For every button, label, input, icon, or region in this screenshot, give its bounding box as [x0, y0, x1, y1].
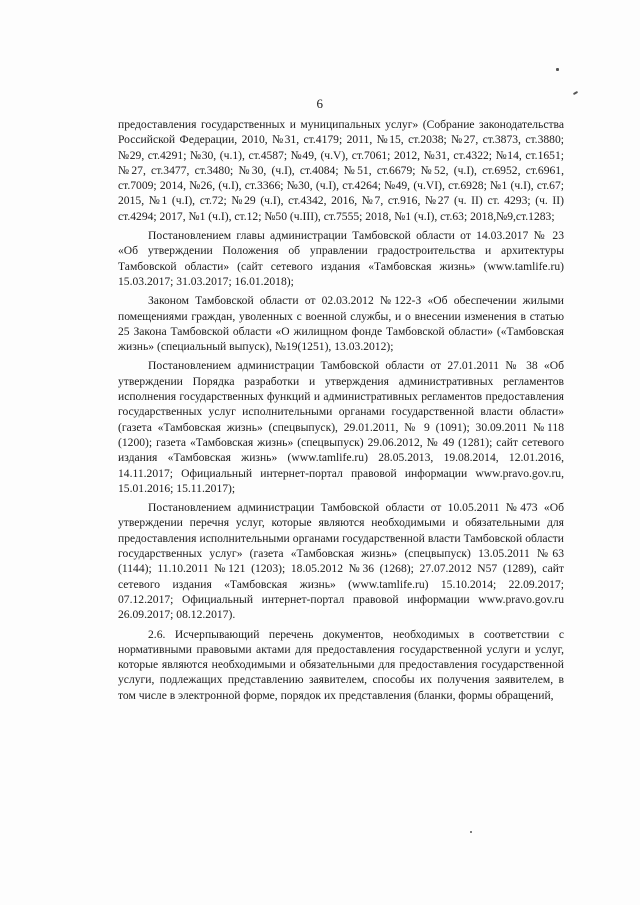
scan-speck-bottom	[470, 831, 472, 833]
paragraph-administration-resolution-473: Постановлением администрации Тамбовской области от 10.05.2011 №473 «Об утверждении перечня услуг, которые являются необходимыми и обязательными для предоставления исполнительными органами государственной власти Тамбовской области государственных услуг» (газета «Тамбовская жизнь» (спецвыпуск) 13.05.2011 №63 (1144); 11.10.2011 №121 (1203); 18.05.2012 №36 (1268); 27.07.2012 N57 (1289), сайт сетевого издания «Тамбовская жизнь» (www.tamlife.ru) 15.10.2014; 22.09.2017; 07.12.2017; Официальный интернет-портал правовой информации www.pravo.gov.ru 26.09.2017; 08.12.2017).	[118, 501, 564, 622]
paragraph-regional-law: Законом Тамбовской области от 02.03.2012 №122-З «Об обеспечении жилыми помещениями граждан, уволенных с военной службы, и о внесении изменения в статью 25 Закона Тамбовской области «О жилищном фонде Тамбовской области» («Тамбовская жизнь» (специальный выпуск), №19(1251), 13.03.2012);	[118, 294, 564, 354]
scan-speck-right	[573, 91, 578, 95]
paragraph-legislation-continued: предоставления государственных и муниципальных услуг» (Собрание законодательства Российской Федерации, 2010, №31, ст.4179; 2011, №15, ст.2038; №27, ст.3873, ст.3880; №29, ст.4291; №30, (ч.1), ст.4587; №49, (ч.V), ст.7061; 2012, №31, ст.4322; №14, ст.1651; №27, ст.3477, ст.3480; №30, (ч.I), ст.4084; №51, ст.6679; №52, (ч.I), ст.6952, ст.6961, ст.7009; 2014, №26, (ч.I), ст.3366; №30, (ч.I), ст.4264; №49, (ч.VI), ст.6928; №1 (ч.I), ст.67; 2015, №1 (ч.I), ст.72; №29 (ч.I), ст.4342, 2016, №7, ст.916, №27 (ч. II) ст. 4293; (ч. II) ст.4294; 2017, №1 (ч.I), ст.12; №50 (ч.III), ст.7555; 2018, №1 (ч.I), ст.63; 2018,№9,ст.1283;	[118, 118, 564, 223]
document-body	[118, 117, 564, 703]
scan-speck-top-right	[556, 68, 559, 71]
paragraph-governor-resolution: Постановлением главы администрации Тамбовской области от 14.03.2017 № 23 «Об утверждении Положения об управлении градостроительства и архитектуры Тамбовской области» (сайт сетевого издания «Тамбовская жизнь» (www.tamlife.ru) 15.03.2017; 31.03.2017; 16.01.2018);	[118, 229, 564, 288]
paragraph-section-2-6: 2.6. Исчерпывающий перечень документов, необходимых в соответствии с нормативными правовыми актами для предоставления государственной услуги и услуг, которые являются необходимыми и обязательными для предоставления государственной услуги, подлежащих представлению заявителем, способы их получения заявителем, в том числе в электронной форме, порядок их представления (бланки, формы обращений,	[118, 627, 564, 702]
paragraph-administration-resolution-38: Постановлением администрации Тамбовской области от 27.01.2011 № 38 «Об утверждении Порядка разработки и утверждения административных регламентов исполнения государственных функций и административных регламентов предоставления государственных услуг исполнительными органами государственной власти области» (газета «Тамбовская жизнь» (спецвыпуск), 29.01.2011, № 9 (1091); 30.09.2011 №118 (1200); газета «Тамбовская жизнь» (спецвыпуск) 29.06.2012, № 49 (1281); сайт сетевого издания «Тамбовская жизнь» (www.tamlife.ru) 28.05.2013, 19.08.2014, 12.01.2016, 14.11.2017; Официальный интернет-портал правовой информации www.pravo.gov.ru, 15.01.2016; 15.11.2017);	[118, 359, 564, 495]
page-number: 6	[316, 96, 324, 111]
